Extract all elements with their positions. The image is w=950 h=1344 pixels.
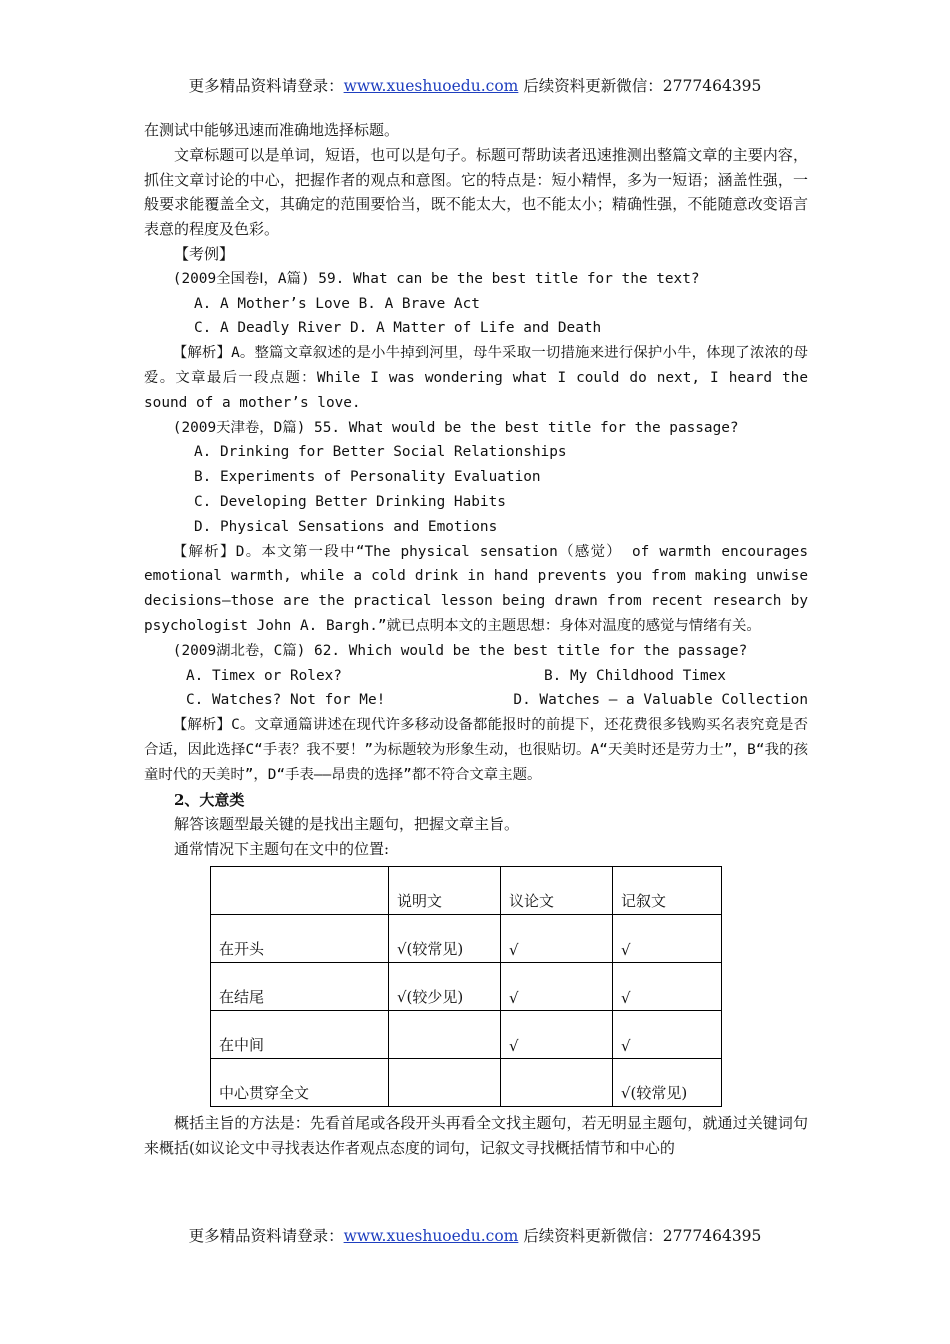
table-cell: 中心贯穿全文 (211, 1058, 389, 1106)
table-cell: √ (613, 962, 722, 1010)
header-prefix: 更多精品资料请登录： (188, 77, 344, 95)
q3-analysis-text: C。文章通篇讲述在现代许多移动设备都能报时的前提下，还花费很多钱购买名表究竟是否合适，因此选择C“手表？我不要！”为标题较为形象生动，也很贴切。A“天美时还是劳力士”，B“我的孩童时代的天美时”，D“手表——昂贵的选择”都不符合文章主题。 (144, 717, 808, 783)
table-cell: √(较少见) (389, 962, 501, 1010)
intro-line: 在测试中能够迅速而准确地选择标题。 (144, 121, 400, 139)
q3-analysis (144, 713, 808, 787)
q3-analysis-label: 【解析】 (172, 717, 232, 734)
q2-question: (2009天津卷，D篇) 55. What would be the best title for the passage? (172, 419, 739, 436)
table-cell: 在开头 (211, 914, 389, 962)
table-cell: √(较常见) (613, 1058, 722, 1106)
table-cell (501, 1058, 613, 1106)
q1-options-ab: A. A Mother’s Love B. A Brave Act (194, 295, 480, 312)
table-header-cell: 记叙文 (613, 866, 722, 914)
q3-option-c: C. Watches? Not for Me! (186, 692, 386, 709)
table-cell: √ (501, 962, 613, 1010)
q2-option-c: C. Developing Better Drinking Habits (194, 493, 506, 510)
page-footer (0, 1224, 950, 1246)
title-features-paragraph: 文章标题可以是单词，短语，也可以是句子。标题可帮助读者迅速推测出整篇文章的主要内容，抓住文章讨论的中心，把握作者的观点和意图。它的特点是：短小精悍，多为一短语；涵盖性强，一般要求能覆盖全文，其确定的范围要恰当，既不能太大，也不能太小；精确性强，不能随意改变语言表意的程度及色彩。 (144, 145, 808, 239)
table-row (211, 962, 722, 1010)
q1-question: (2009全国卷Ⅰ，A篇) 59. What can be the best title for the text? (172, 270, 700, 287)
table-cell: √ (613, 914, 722, 962)
table-row (211, 1010, 722, 1058)
q1-analysis (144, 341, 808, 415)
q3-option-d: D. Watches — a Valuable Collection (513, 692, 808, 709)
table-row (211, 914, 722, 962)
q3-option-a: A. Timex or Rolex? (186, 667, 342, 684)
page-header (0, 74, 950, 96)
example-label: 【考例】 (174, 244, 235, 263)
q3-options-cd (144, 688, 808, 713)
header-link[interactable]: www.xueshuoedu.com (343, 77, 519, 95)
section-title: 2、大意类 (174, 790, 245, 809)
q3-options-ab (144, 664, 808, 689)
document-body (144, 118, 808, 1161)
table-cell: 在中间 (211, 1010, 389, 1058)
table-header-row (211, 866, 722, 914)
summary-method-paragraph: 概括主旨的方法是：先看首尾或各段开头再看全文找主题句，若无明显主题句，就通过关键词句来概括(如议论文中寻找表达作者观点态度的词句，记叙文寻找概括情节和中心的 (144, 1113, 808, 1157)
table-row (211, 1058, 722, 1106)
footer-suffix: 后续资料更新微信：2777464395 (518, 1227, 762, 1245)
topic-sentence-table (210, 866, 722, 1107)
q1-analysis-text: A。整篇文章叙述的是小牛掉到河里，母牛采取一切措施来进行保护小牛，体现了浓浓的母爱。文章最后一段点题：While I was wondering what I could do next, I heard the sound of a mother’s love. (144, 345, 808, 411)
table-cell: √(较常见) (389, 914, 501, 962)
table-cell: √ (501, 1010, 613, 1058)
table-header-cell (211, 866, 389, 914)
footer-link[interactable]: www.xueshuoedu.com (343, 1227, 519, 1245)
q2-analysis-text: D。本文第一段中“The physical sensation（感觉） of warmth encourages emotional warmth, while a cold drink in hand prevents you from making unwise decisions—those are the practical lesson being drawn from recent research by psychologist John A. Bargh.”就已点明本文的主题思想：身体对温度的感觉与情绪有关。 (144, 543, 808, 634)
table-cell (389, 1010, 501, 1058)
q2-analysis (144, 540, 808, 639)
table-cell: √ (613, 1010, 722, 1058)
table-cell: 在结尾 (211, 962, 389, 1010)
table-cell (389, 1058, 501, 1106)
table-cell: √ (501, 914, 613, 962)
q2-option-b: B. Experiments of Personality Evaluation (194, 469, 541, 486)
q2-option-d: D. Physical Sensations and Emotions (194, 518, 498, 535)
q3-option-b: B. My Childhood Timex (544, 667, 726, 684)
table-header-cell: 议论文 (501, 866, 613, 914)
section-paragraph-2: 通常情况下主题句在文中的位置: (174, 840, 390, 859)
q2-analysis-label: 【解析】 (172, 543, 236, 560)
q1-options-cd: C. A Deadly River D. A Matter of Life and Death (194, 320, 602, 337)
q3-question: (2009湖北卷，C篇) 62. Which would be the best title for the passage? (172, 642, 748, 659)
q1-analysis-label: 【解析】 (172, 345, 232, 362)
q2-option-a: A. Drinking for Better Social Relationships (194, 444, 567, 461)
table-header-cell: 说明文 (389, 866, 501, 914)
header-suffix: 后续资料更新微信：2777464395 (518, 77, 762, 95)
section-paragraph-1: 解答该题型最关键的是找出主题句，把握文章主旨。 (174, 815, 520, 834)
footer-prefix: 更多精品资料请登录： (188, 1227, 344, 1245)
